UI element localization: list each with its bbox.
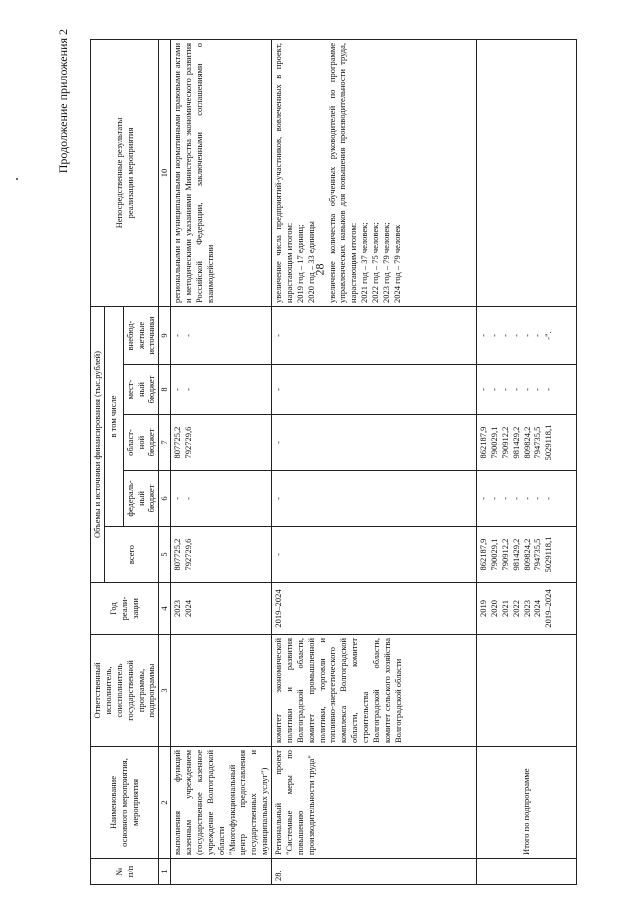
col-number: 3 (159, 635, 171, 747)
cell-federal: - (272, 471, 477, 527)
col-number: 9 (159, 306, 171, 364)
cell-total: - (272, 527, 477, 583)
cell-num (477, 859, 577, 885)
cell-local: - - - - - - - (477, 365, 577, 415)
header-funding: Объемы и источники финансирования (тыс.рублей) (91, 306, 105, 582)
header-federal: федераль- ный бюджет (123, 471, 159, 527)
col-number: 8 (159, 365, 171, 415)
rotated-page (52, 25, 592, 885)
cell-extra: - - (171, 306, 272, 364)
header-including: в том числе (104, 306, 123, 526)
col-number: 2 (159, 747, 171, 859)
cell-result (477, 39, 577, 306)
cell-responsible: комитет экономической политики и развития Волгоградской области, комитет промышленной политики, торговли и топливно-энергетического комплекса Волгоградской области, комитет строительства Волгоградской области, комитет сельского хозяйства Волгоградской области (272, 635, 477, 747)
col-number: 10 (159, 39, 171, 306)
continuation-heading: Продолжение приложения 2 (56, 29, 70, 174)
cell-responsible (477, 635, 577, 747)
col-number: 1 (159, 859, 171, 885)
cell-year: 2019 2020 2021 2022 2023 2024 2019–2024 (477, 583, 577, 635)
table-row (272, 39, 477, 884)
col-number: 7 (159, 415, 171, 471)
table-row (477, 39, 577, 884)
cell-name: Итого по подпрограмме (477, 747, 577, 859)
cell-local: - - (171, 365, 272, 415)
cell-name: Региональный проект "Системные меры по повышению производительности труда" (272, 747, 477, 859)
header-results: Непосредственные результаты реализации мероприятия (91, 39, 159, 306)
cell-num: 28. (272, 859, 477, 885)
cell-result (272, 39, 477, 306)
scan-speck (16, 178, 18, 180)
funding-table (90, 39, 577, 885)
cell-regional: 807725,2 792729,6 (171, 415, 272, 471)
cell-responsible (171, 635, 272, 747)
header-name: Наименование основного мероприятия, мероприятия (91, 747, 159, 859)
cell-local: - (272, 365, 477, 415)
header-local: мест- ный бюджет (123, 365, 159, 415)
cell-num (171, 859, 272, 885)
header-extra-budget: внебюд- жетные источники (123, 306, 159, 364)
result-paragraph: увеличение числа предприятий-участников, вовлеченных в проект, нарастающим итогом: 2019 год – 17 единиц; 2020 год – 33 единицы (273, 42, 316, 303)
table-row (171, 39, 272, 884)
cell-year: 2023 2024 (171, 583, 272, 635)
header-year: Год реали- зации (91, 583, 159, 635)
cell-total: 807725,2 792729,6 (171, 527, 272, 583)
page-number: 28 (312, 263, 327, 276)
column-number-row (159, 39, 171, 884)
header-num: № п/п (91, 859, 159, 885)
cell-result: региональными и муниципальными нормативными правовыми актами и методическими указаниями Министерства экономического развития Российской Федерации, заключенными соглашениями о взаимодействии (171, 39, 272, 306)
cell-year: 2019–2024 (272, 583, 477, 635)
header-row-1 (91, 39, 105, 884)
col-number: 6 (159, 471, 171, 527)
col-number: 4 (159, 583, 171, 635)
header-responsible: Ответственный исполнитель, соисполнитель государственной программы, подпрограммы (91, 635, 159, 747)
result-paragraph: увеличение количества обученных руководителей по программе управленческих навыков для повышения производительности труда, нарастающим итогом: 2021 год – 37 человек; 2022 год – 75 человек; 2023 год – 79 человек; 2024 год – 79 человек (326, 42, 402, 303)
cell-name: выполнения функций казенным учреждением (государственное казенное учреждение Волгоградской области "Многофункциональный центр предоставления государственных и муниципальных услуг") (171, 747, 272, 859)
cell-federal: - - (171, 471, 272, 527)
cell-federal: - - - - - - - (477, 471, 577, 527)
header-total: всего (104, 527, 158, 583)
header-regional: област- ной бюджет (123, 415, 159, 471)
cell-total: 862187,9 790029,1 790912,2 981429,2 809824,2 794735,5 5029118,1 (477, 527, 577, 583)
cell-extra: - - - - - - -". (477, 306, 577, 364)
cell-regional: 862187,9 790029,1 790912,2 981429,2 809824,2 794735,5 5029118,1 (477, 415, 577, 471)
cell-extra: - (272, 306, 477, 364)
col-number: 5 (159, 527, 171, 583)
cell-regional: - (272, 415, 477, 471)
